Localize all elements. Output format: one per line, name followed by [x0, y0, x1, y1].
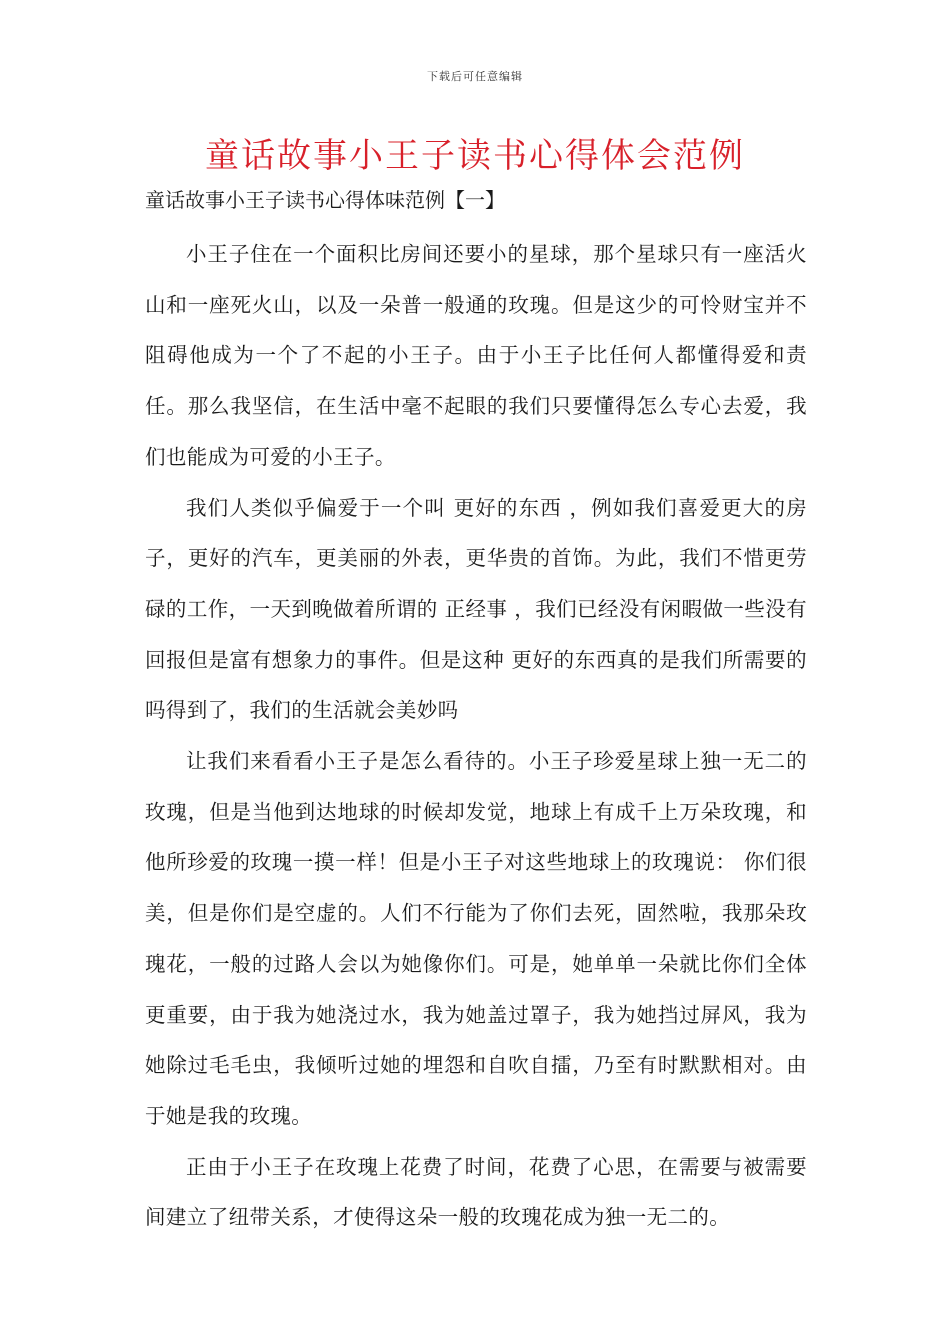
document-title: 童话故事小王子读书心得体会范例: [205, 136, 745, 176]
paragraph-1: 小王子住在一个面积比房间还要小的星球，那个星球只有一座活火山和一座死火山，以及一朵普一般通的玫瑰。但是这少的可怜财宝并不阻碍他成为一个了不起的小王子。由于小王子比任何人都懂得爱和责任。那么我坚信，在生活中毫不起眼的我们只要懂得怎么专心去爱，我们也能成为可爱的小王子。: [145, 242, 807, 469]
header-note: 下载后可任意编辑: [427, 70, 523, 83]
document-body: [145, 229, 807, 1243]
section-subtitle: 童话故事小王子读书心得体味范例【一】: [145, 188, 505, 212]
paragraph-2: 我们人类似乎偏爱于一个叫 更好的东西 ，例如我们喜爱更大的房子，更好的汽车，更美丽的外表，更华贵的首饰。为此，我们不惜更劳碌的工作，一天到晚做着所谓的 正经事 ，我们已经没有闲暇做一些没有回报但是富有想象力的事件。但是这种 更好的东西真的是我们所需要的吗得到了，我们的生活就会美妙吗: [145, 495, 807, 723]
paragraph-4: 正由于小王子在玫瑰上花费了时间，花费了心思，在需要与被需要间建立了纽带关系，才使得这朵一般的玫瑰花成为独一无二的。: [145, 1154, 807, 1230]
paragraph-3: 让我们来看看小王子是怎么看待的。小王子珍爱星球上独一无二的玫瑰，但是当他到达地球的时候却发觉，地球上有成千上万朵玫瑰，和他所珍爱的玫瑰一摸一样！但是小王子对这些地球上的玫瑰说： 你们很美，但是你们是空虚的。人们不行能为了你们去死，固然啦，我那朵玫瑰花，一般的过路人会以为她像你们。可是，她单单一朵就比你们全体更重要，由于我为她浇过水，我为她盖过罩子，我为她挡过屏风，我为她除过毛毛虫，我倾听过她的埋怨和自吹自擂，乃至有时默默相对。由于她是我的玫瑰。: [145, 749, 807, 1128]
